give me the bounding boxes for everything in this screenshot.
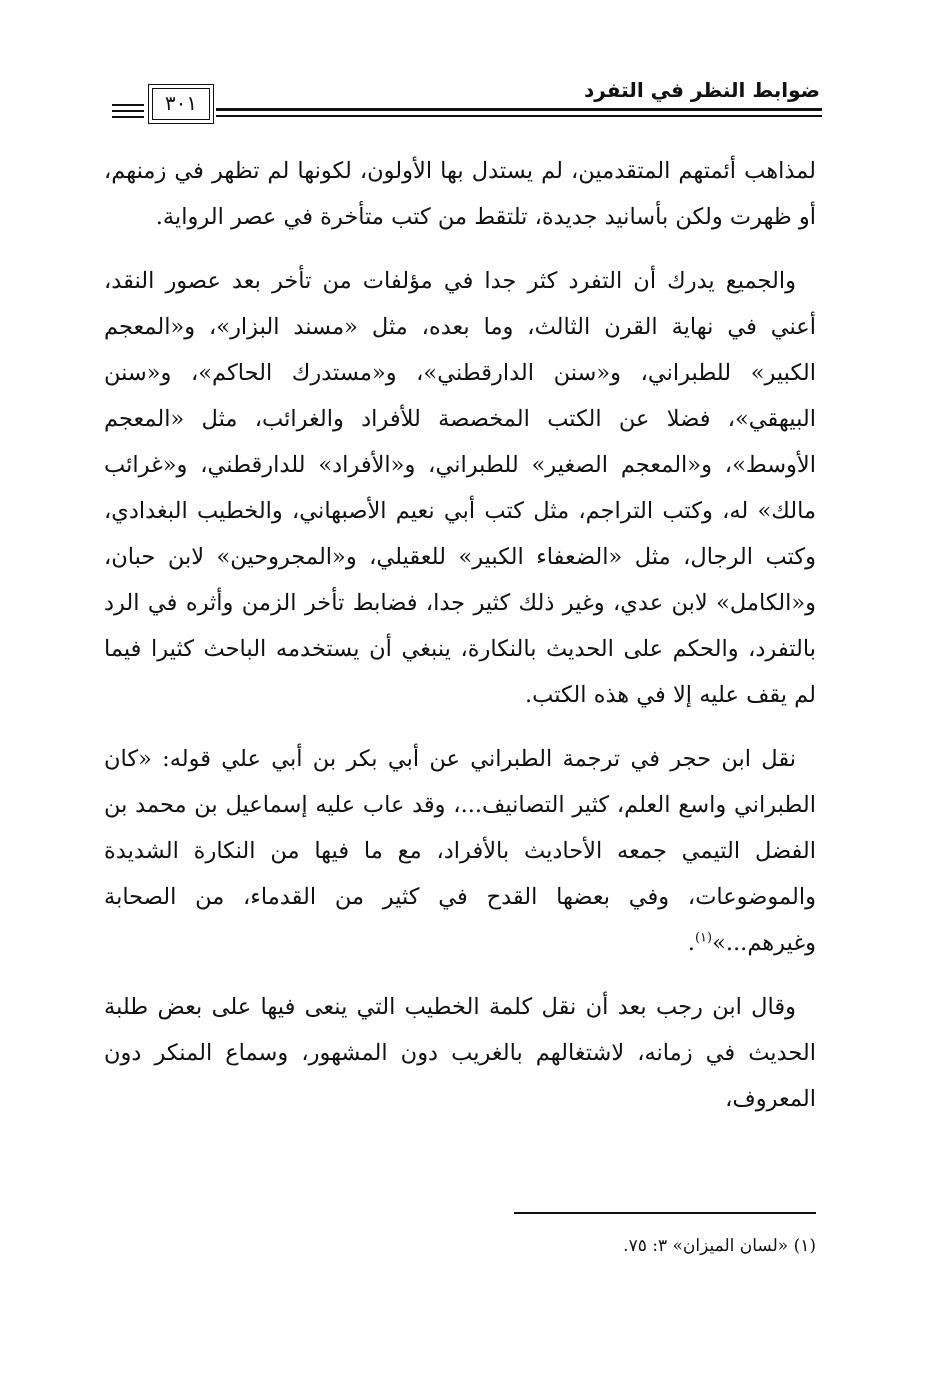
page-number-frame: [148, 84, 214, 124]
paragraph-3-text: نقل ابن حجر في ترجمة الطبراني عن أبي بكر بن أبي علي قوله: «كان الطبراني واسع العلم، كثير التصانيف...، وقد عاب عليه إسماعيل بن محمد بن الفضل التيمي جمعه الأحاديث بالأفراد، مع ما فيها من النكارة الشديدة والموضوعات، وفي بعضها القدح في كثير من القدماء، من الصحابة وغيرهم...»: [104, 746, 816, 956]
header-rule-thick: [216, 108, 822, 111]
footnote-reference[interactable]: (١): [694, 930, 713, 946]
footnote: (١) «لسان الميزان» ٣: ٧٥.: [623, 1236, 816, 1256]
paragraph-3-end: .: [687, 930, 695, 956]
main-text: [104, 148, 816, 1140]
paragraph-3: [104, 736, 816, 966]
paragraph-2: والجميع يدرك أن التفرد كثر جدا في مؤلفات من تأخر بعد عصور النقد، أعني في نهاية القرن الثالث، وما بعده، مثل «مسند البزار»، و«المعجم الكبير» للطبراني، و«سنن الدارقطني»، و«مستدرك الحاكم»، و«سنن البيهقي»، فضلا عن الكتب المخصصة للأفراد والغرائب، مثل «المعجم الأوسط»، و«المعجم الصغير» للطبراني، و«الأفراد» للدارقطني، و«غرائب مالك» له، وكتب التراجم، مثل كتب أبي نعيم الأصبهاني، والخطيب البغدادي، وكتب الرجال، مثل «الضعفاء الكبير» للعقيلي، و«المجروحين» لابن حبان، و«الكامل» لابن عدي، وغير ذلك كثير جدا، فضابط تأخر الزمن وأثره في الرد بالتفرد، والحكم على الحديث بالنكارة، ينبغي أن يستخدمه الباحث كثيرا فيما لم يقف عليه إلا في هذه الكتب.: [104, 268, 816, 708]
running-title: ضوابط النظر في التفرد: [584, 78, 820, 102]
header-rule-left-3: [112, 116, 144, 118]
header-rule-left-1: [112, 104, 144, 106]
page-header: [112, 60, 822, 130]
header-rule-thin: [216, 115, 822, 117]
paragraph-4: وقال ابن رجب بعد أن نقل كلمة الخطيب التي ينعى فيها على بعض طلبة الحديث في زمانه، لاشتغالهم بالغريب دون المشهور، وسماع المنكر دون المعروف،: [104, 994, 816, 1112]
footnote-separator: [514, 1212, 816, 1214]
header-rule-left-2: [112, 110, 144, 112]
page-number: ٣٠١: [152, 88, 210, 120]
paragraph-1: لمذاهب أئمتهم المتقدمين، لم يستدل بها الأولون، لكونها لم تظهر في زمنهم، أو ظهرت ولكن بأسانيد جديدة، تلتقط من كتب متأخرة في عصر الرواية.: [104, 158, 816, 230]
